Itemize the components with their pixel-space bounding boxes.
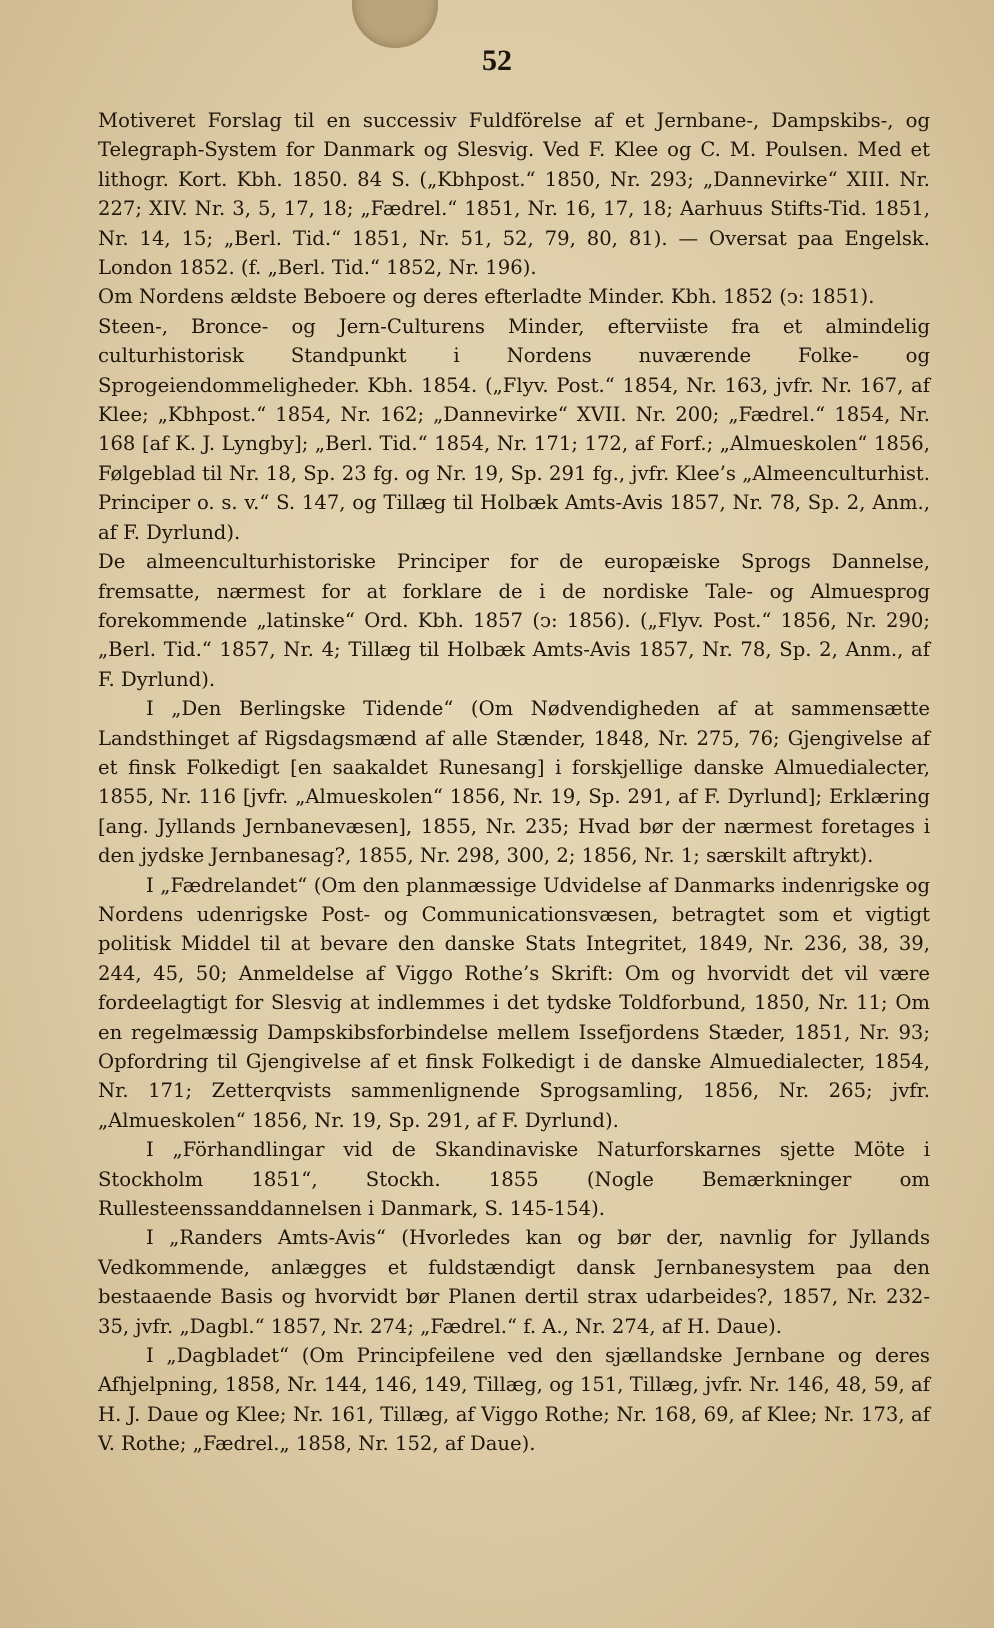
entry-forhandlingar: I „Förhandlingar vid de Skandinaviske Naturforskarnes sjette Möte i Stockholm 1851“, Stockh. 1855 (Nogle Bemærkninger om Rullesteenssanddannelsen i Danmark, S. 145-154). [98,1138,930,1221]
bibliography-text [98,106,930,1459]
entry-nordens-beboere: Om Nordens ældste Beboere og deres efterladte Minder. Kbh. 1852 (ↄ: 1851). [98,285,875,309]
entry-dagbladet: I „Dagbladet“ (Om Principfeilene ved den sjællandske Jernbane og deres Afhjelpning, 1858, Nr. 144, 146, 149, Tillæg, og 151, Tillæg, jvfr. Nr. 146, 48, 59, af H. J. Daue og Klee; Nr. 161, Tillæg, af Viggo Rothe; Nr. 168, 69, af Klee; Nr. 173, af V. Rothe; „Fædrel.„ 1858, Nr. 152, af Daue). [98,1344,930,1456]
entry-randers: I „Randers Amts-Avis“ (Hvorledes kan og bør der, navnlig for Jyllands Vedkommende, anlægges et fuldstændigt dansk Jernbanesystem paa den bestaaende Basis og hvorvidt bør Planen dertil strax udarbeides?, 1857, Nr. 232-35, jvfr. „Dagbl.“ 1857, Nr. 274; „Fædrel.“ f. A., Nr. 274, af H. Daue). [98,1226,930,1338]
page-number: 52 [482,44,512,77]
entry-principer: De almeenculturhistoriske Principer for de europæiske Sprogs Dannelse, fremsatte, nærmest for at forklare de i de nordiske Tale- og Almuesprog forekommende „latinske“ Ord. Kbh. 1857 (ↄ: 1856). („Flyv. Post.“ 1856, Nr. 290; „Berl. Tid.“ 1857, Nr. 4; Tillæg til Holbæk Amts-Avis 1857, Nr. 78, Sp. 2, Anm., af F. Dyrlund). [98,550,930,691]
binding-hole [352,0,438,48]
entry-culturens-minder: Steen-, Bronce- og Jern-Culturens Minder, efterviiste fra et almindelig culturhistorisk Standpunkt i Nordens nuværende Folke- og Sprogeiendommeligheder. Kbh. 1854. („Flyv. Post.“ 1854, Nr. 163, jvfr. Nr. 167, af Klee; „Kbhpost.“ 1854, Nr. 162; „Dannevirke“ XVII. Nr. 200; „Fædrel.“ 1854, Nr. 168 [af K. J. Lyngby]; „Berl. Tid.“ 1854, Nr. 171; 172, af Forf.; „Almueskolen“ 1856, Følgeblad til Nr. 18, Sp. 23 fg. og Nr. 19, Sp. 291 fg., jvfr. Klee’s „Almeenculturhist. Principer o. s. v.“ S. 147, og Tillæg til Holbæk Amts-Avis 1857, Nr. 78, Sp. 2, Anm., af F. Dyrlund). [98,314,930,544]
entry-forslag: Motiveret Forslag til en successiv Fuldförelse af et Jernbane-, Dampskibs-, og Telegraph-System for Danmark og Slesvig. Ved F. Klee og C. M. Poulsen. Med et lithogr. Kort. Kbh. 1850. 84 S. („Kbhpost.“ 1850, Nr. 293; „Dannevirke“ XIII. Nr. 227; XIV. Nr. 3, 5, 17, 18; „Fædrel.“ 1851, Nr. 16, 17, 18; Aarhuus Stifts-Tid. 1851, Nr. 14, 15; „Berl. Tid.“ 1851, Nr. 51, 52, 79, 80, 81). — Oversat paa Engelsk. London 1852. (f. „Berl. Tid.“ 1852, Nr. 196). [98,109,930,280]
entry-faedrelandet: I „Fædrelandet“ (Om den planmæssige Udvidelse af Danmarks indenrigske og Nordens udenrigske Post- og Communicationsvæsen, betragtet som et vigtigt politisk Middel til at bevare den danske Stats Integritet, 1849, Nr. 236, 38, 39, 244, 45, 50; Anmeldelse af Viggo Rothe’s Skrift: Om og hvorvidt det vil være fordeelagtigt for Slesvig at indlemmes i det tydske Toldforbund, 1850, Nr. 11; Om en regelmæssig Dampskibsforbindelse mellem Issefjordens Stæder, 1851, Nr. 93; Opfordring til Gjengivelse af et finsk Folkedigt i de danske Almuedialecter, 1854, Nr. 171; Zetterqvists sammenlignende Sprogsamling, 1856, Nr. 265; jvfr. „Almueskolen“ 1856, Nr. 19, Sp. 291, af F. Dyrlund). [98,873,930,1132]
entry-berlingske: I „Den Berlingske Tidende“ (Om Nødvendigheden af at sammensætte Landsthinget af Rigsdagsmænd af alle Stænder, 1848, Nr. 275, 76; Gjengivelse af et finsk Folkedigt [en saakaldet Runesang] i forskjellige danske Almuedialecter, 1855, Nr. 116 [jvfr. „Almueskolen“ 1856, Nr. 19, Sp. 291, af F. Dyrlund]; Erklæring [ang. Jyllands Jernbanevæsen], 1855, Nr. 235; Hvad bør der nærmest foretages i den jydske Jernbanesag?, 1855, Nr. 298, 300, 2; 1856, Nr. 1; særskilt aftrykt). [98,697,930,868]
